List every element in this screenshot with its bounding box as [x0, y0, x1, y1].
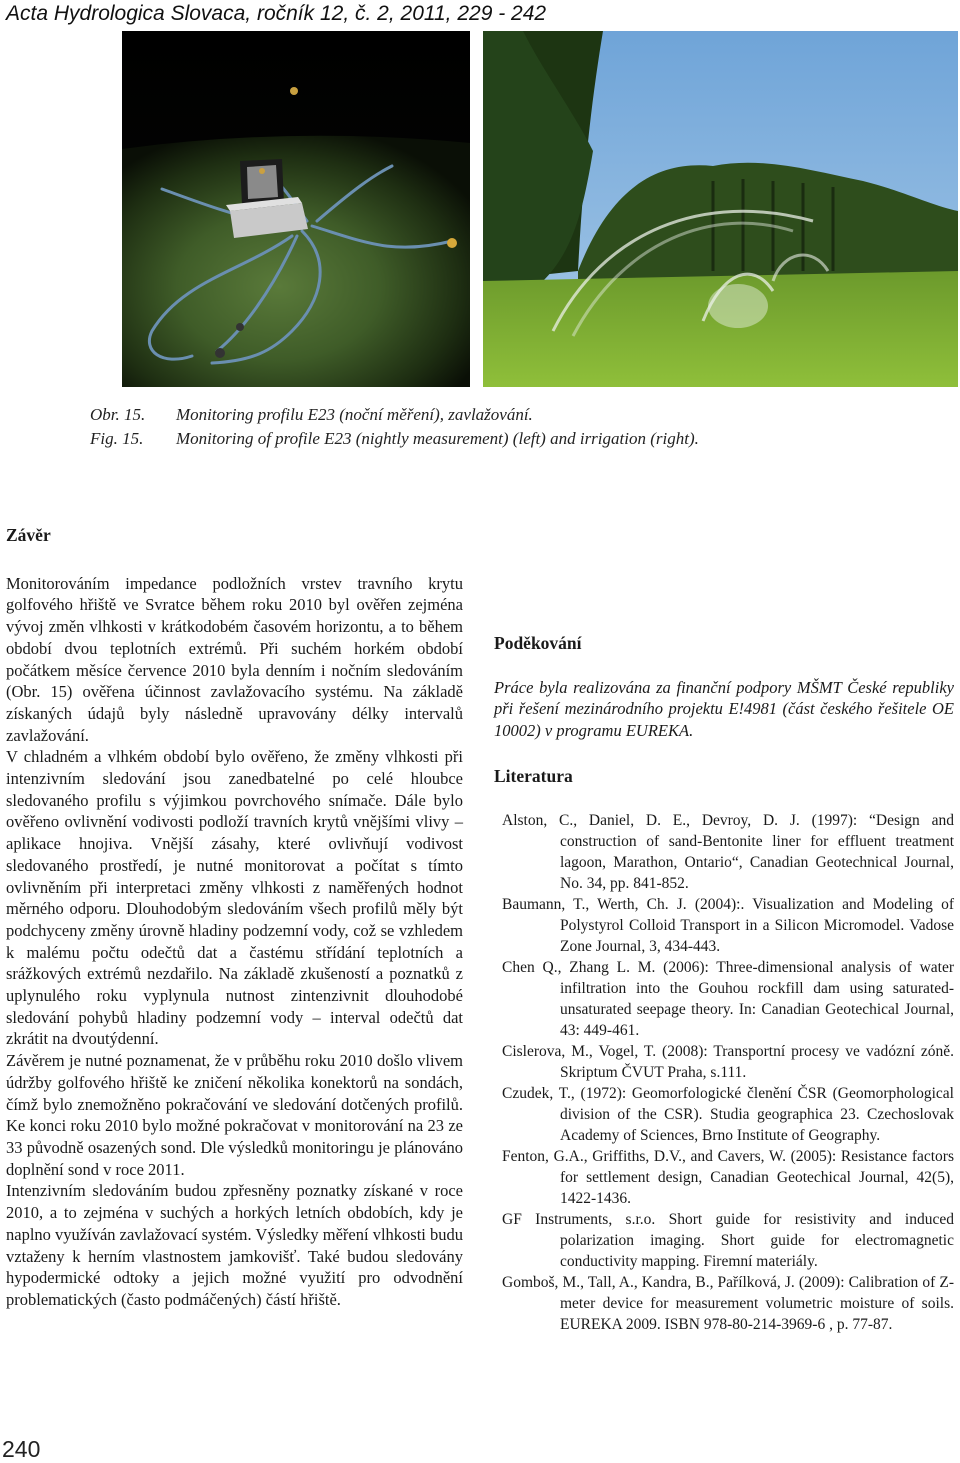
reference-item: Gomboš, M., Tall, A., Kandra, B., Pařílková, J. (2009): Calibration of Z-meter device for measurement volumetric moisture of soils. EUREKA 2009. ISBN 978-80-214-3969-6 , p. 77-87.	[502, 1273, 954, 1333]
figure-label-en: Fig. 15.	[90, 429, 144, 448]
reference-item: Czudek, T., (1972): Geomorfologické členění ČSR (Geomorphological division of the CSR). Studia geographica 23. Czechoslovak Academy of Sciences, Brno Institute of Geography.	[502, 1084, 954, 1144]
reference-item: Chen Q., Zhang L. M. (2006): Three-dimensional analysis of water infiltration into the Gouhou rockfill dam using saturated-unsaturated seepage theory. In: Canadian Geotechical Journal, 43: 449-461.	[502, 958, 954, 1039]
conclusion-paragraph: Závěrem je nutné poznamenat, že v průběhu roku 2010 došlo vlivem údržby golfového hřiště ke zničení několika konektorů na sondách, čímž bylo znemožněno pokračování ve sledování dotčených profilů. Ke konci roku 2010 bylo možné pokračovat v monitorování na 23 ze 33 původně osazených sond. Dle výsledků monitoringu je plánováno doplnění sond v roce 2011.	[6, 1051, 463, 1179]
reference-item: Alston, C., Daniel, D. E., Devroy, D. J. (1997): “Design and construction of sand-Bentonite liner for effluent treatment lagoon, Marathon, Ontario“, Canadian Geotechnical Journal, No. 34, pp. 841-852.	[502, 811, 954, 892]
reference-item: Baumann, T., Werth, Ch. J. (2004):. Visualization and Modeling of Polystyrol Colloid Transport in a Silicon Micromodel. Vadose Zone Journal, 3, 434-443.	[502, 895, 954, 955]
figure-text-cz: Monitoring profilu E23 (noční měření), zavlažování.	[176, 405, 533, 424]
literature-heading: Literatura	[494, 765, 573, 786]
reference-item: Cislerova, M., Vogel, T. (2008): Transportní procesy ve vadózní zóně. Skriptum ČVUT Praha, s.111.	[502, 1042, 954, 1081]
conclusion-heading: Závěr	[6, 525, 51, 545]
journal-header: Acta Hydrologica Slovaca, ročník 12, č. 2, 2011, 229 - 242	[6, 2, 547, 25]
irrigation-photo	[483, 31, 958, 387]
reference-item: Fenton, G.A., Griffiths, D.V., and Cavers, W. (2005): Resistance factors for settlement design, Canadian Geotechical Journal, 42(5), 1422-1436.	[502, 1147, 954, 1207]
figure-caption-cz	[90, 405, 533, 425]
night-measurement-photo	[122, 31, 470, 387]
page-number: 240	[2, 1436, 41, 1462]
right-column	[494, 525, 954, 1335]
acknowledgement-text: Práce byla realizována za finanční podpory MŠMT České republiky při řešení mezinárodního projektu E!4981 (část českého řešitele OE 10002) v programu EUREKA.	[494, 677, 954, 741]
figure-caption-en	[90, 429, 699, 449]
left-column	[6, 525, 463, 1311]
conclusion-paragraph: V chladném a vlhkém období bylo ověřeno, že změny vlhkosti při intenzivním sledování jsou zanedbatelné po celé hloubce sledovaného profilu s výjimkou povrchového snímače. Dále bylo ověřeno ovlivnění vodivosti podloží travních krytů vnějšími vlivy – aplikace hnojiva. Vnější zásahy, které ovlivňují vodivost sledovaného prostředí, je nutné monitorovat a počítat s tímto ovlivněním při interpretaci změny vlhkosti z naměřených hodnot měrného odporu. Dlouhodobým sledováním všech profilů měly být podchyceny změny úrovně hladiny podzemní vody, což se vzhledem k malému počtu odečtů dat a častému střídání teplotních a srážkových extrémů nezdařilo. Na základě zkušeností a poznatků z uplynulého roku vyplynula nutnost zintenzivnit dlouhodobé sledování pohybů hladiny podzemní vody – interval odečtů dat zkrátit na dvoutýdenní.	[6, 747, 463, 1049]
reference-item: GF Instruments, s.r.o. Short guide for resistivity and induced polarization imaging. Short guide for electromagnetic conductivity mapping. Firemní materiály.	[502, 1210, 954, 1270]
conclusion-paragraph: Intenzivním sledováním budou zpřesněny poznatky získané v roce 2010, a to zejména v suchých a horkých letních obdobích, kdy je naplno využíván zavlažovací systém. Výsledky měření vlhkosti budu vztaženy k herním vlastnostem jamkovišť. Také budou sledovány hypodermické odtoky a jejich možné využití pro odvodnění problematických (často podmáčených) částí hřiště.	[6, 1181, 464, 1309]
acknowledgement-heading: Poděkování	[494, 633, 582, 653]
conclusion-paragraph: Monitorováním impedance podložních vrstev travního krytu golfového hřiště ve Svratce během roku 2010 byl ověřen zejména vývoj změn vlhkosti v krátkodobém časovém horizontu, a to během období dvou teplotních extrémů. Při suchém horkém období počátkem měsíce července 2010 byla denním i nočním sledováním (Obr. 15) ověřena účinnost zavlažovacího systému. Na základě získaných údajů byly následně upravovány délky intervalů zavlažování.	[6, 573, 463, 745]
figure-text-en: Monitoring of profile E23 (nightly measurement) (left) and irrigation (right).	[176, 429, 699, 448]
figure-label-cz: Obr. 15.	[90, 405, 146, 424]
